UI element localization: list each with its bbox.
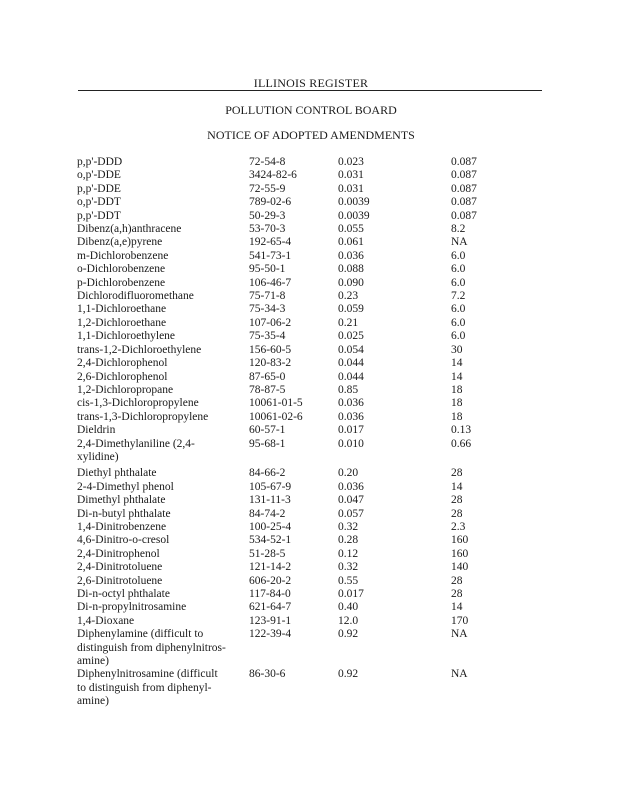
table-row xyxy=(77,357,517,370)
constituent-name: 2-4-Dimethyl phenol xyxy=(77,480,174,493)
wastewater-value: 0.28 xyxy=(338,534,359,547)
nonwastewater-value: 14 xyxy=(451,480,463,493)
wastewater-value: 0.036 xyxy=(338,480,364,493)
nonwastewater-value: 28 xyxy=(451,507,463,520)
table-row xyxy=(77,210,517,223)
constituent-name: Di-n-propylnitrosamine xyxy=(77,601,187,614)
cas-number: 50-29-3 xyxy=(249,209,286,222)
cas-number: 95-68-1 xyxy=(249,437,286,450)
table-row xyxy=(77,521,517,534)
constituent-name: Dichlorodifluoromethane xyxy=(77,290,194,303)
wastewater-value: 0.088 xyxy=(338,263,364,276)
cas-number: 72-54-8 xyxy=(249,156,286,168)
table-row xyxy=(77,575,517,588)
wastewater-value: 0.40 xyxy=(338,601,359,614)
table-row xyxy=(77,601,517,614)
nonwastewater-value: NA xyxy=(451,236,468,249)
wastewater-value: 0.20 xyxy=(338,467,359,480)
constituent-name: 1,2-Dichloropropane xyxy=(77,383,174,396)
register-title: ILLINOIS REGISTER xyxy=(253,76,369,90)
cas-number: 534-52-1 xyxy=(249,534,292,547)
cas-number: 117-84-0 xyxy=(249,588,291,600)
nonwastewater-value: 0.66 xyxy=(451,437,472,450)
constituent-name: 2,6-Dichlorophenol xyxy=(77,370,168,383)
nonwastewater-value: 0.087 xyxy=(451,209,477,222)
table-row xyxy=(77,534,517,547)
table-row xyxy=(77,290,517,303)
nonwastewater-value: 28 xyxy=(451,588,463,600)
cas-number: 121-14-2 xyxy=(249,561,292,574)
notice-title: NOTICE OF ADOPTED AMENDMENTS xyxy=(207,128,415,142)
cas-number: 75-34-3 xyxy=(249,303,286,316)
table-row xyxy=(77,424,517,437)
header-rule xyxy=(78,90,542,91)
cas-number: 86-30-6 xyxy=(249,668,286,681)
constituent-name: Dimethyl phthalate xyxy=(77,494,166,507)
table-row xyxy=(77,371,517,384)
constituent-name: 1,2-Dichloroethane xyxy=(77,316,167,329)
cas-number: 53-70-3 xyxy=(249,223,286,236)
wastewater-value: 0.031 xyxy=(338,169,364,182)
constituent-name: 4,6-Dinitro-o-cresol xyxy=(77,534,170,547)
wastewater-value: 0.21 xyxy=(338,316,359,329)
table-row xyxy=(77,588,517,601)
table-row xyxy=(77,668,517,708)
nonwastewater-value: 28 xyxy=(451,574,463,587)
constituent-name: trans-1,3-Dichloropropylene xyxy=(77,410,209,423)
nonwastewater-value: 7.2 xyxy=(451,290,466,303)
cas-number: 10061-02-6 xyxy=(249,410,303,423)
nonwastewater-value: 160 xyxy=(451,547,469,560)
constituent-name: o,p'-DDT xyxy=(77,196,121,209)
nonwastewater-value: 6.0 xyxy=(451,249,466,262)
nonwastewater-value: 0.087 xyxy=(451,196,477,209)
wastewater-value: 0.23 xyxy=(338,290,359,303)
cas-number: 87-65-0 xyxy=(249,370,286,383)
wastewater-value: 0.055 xyxy=(338,223,364,236)
nonwastewater-value: 6.0 xyxy=(451,276,466,289)
cas-number: 3424-82-6 xyxy=(249,169,297,182)
nonwastewater-value: NA xyxy=(451,668,468,681)
table-row xyxy=(77,438,517,465)
table-row xyxy=(77,317,517,330)
cas-number: 123-91-1 xyxy=(249,614,292,627)
cas-number: 120-83-2 xyxy=(249,357,292,370)
wastewater-value: 0.036 xyxy=(338,249,364,262)
constituent-name: Di-n-octyl phthalate xyxy=(77,588,170,600)
cas-number: 606-20-2 xyxy=(249,574,292,587)
wastewater-value: 0.057 xyxy=(338,507,364,520)
cas-number: 78-87-5 xyxy=(249,383,286,396)
constituent-name: 2,4-Dimethylaniline (2,4- xylidine) xyxy=(77,437,195,463)
wastewater-value: 0.12 xyxy=(338,547,359,560)
constituent-name: cis-1,3-Dichloropropylene xyxy=(77,397,199,410)
table-row xyxy=(77,411,517,424)
nonwastewater-value: 18 xyxy=(451,383,463,396)
nonwastewater-value: 0.087 xyxy=(451,169,477,182)
table-row xyxy=(77,481,517,494)
constituent-name: 2,4-Dinitrotoluene xyxy=(77,561,163,574)
wastewater-value: 0.017 xyxy=(338,424,364,437)
wastewater-value: 0.32 xyxy=(338,520,359,533)
nonwastewater-value: 18 xyxy=(451,397,463,410)
table-row xyxy=(77,330,517,343)
wastewater-value: 0.036 xyxy=(338,397,364,410)
nonwastewater-value: 6.0 xyxy=(451,316,466,329)
nonwastewater-value: 28 xyxy=(451,494,463,507)
cas-number: 84-74-2 xyxy=(249,507,286,520)
constituent-name: 1,1-Dichloroethylene xyxy=(77,330,176,343)
constituent-name: p,p'-DDT xyxy=(77,209,121,222)
constituent-name: Diphenylnitrosamine (difficult to distinguish from diphenyl- amine) xyxy=(77,668,218,708)
constituent-name: 1,1-Dichloroethane xyxy=(77,303,167,316)
constituent-table xyxy=(77,156,517,709)
constituent-name: 2,4-Dinitrophenol xyxy=(77,547,160,560)
nonwastewater-value: 14 xyxy=(451,370,463,383)
table-row xyxy=(77,615,517,628)
cas-number: 72-55-9 xyxy=(249,182,286,195)
constituent-name: 2,6-Dinitrotoluene xyxy=(77,574,163,587)
table-row xyxy=(77,236,517,249)
nonwastewater-value: 6.0 xyxy=(451,330,466,343)
wastewater-value: 0.025 xyxy=(338,330,364,343)
constituent-name: 1,4-Dinitrobenzene xyxy=(77,520,167,533)
wastewater-value: 0.55 xyxy=(338,574,359,587)
nonwastewater-value: 6.0 xyxy=(451,303,466,316)
nonwastewater-value: 0.087 xyxy=(451,182,477,195)
wastewater-value: 0.090 xyxy=(338,276,364,289)
nonwastewater-value: 30 xyxy=(451,343,463,356)
wastewater-value: 0.32 xyxy=(338,561,359,574)
nonwastewater-value: 28 xyxy=(451,467,463,480)
wastewater-value: 0.010 xyxy=(338,437,364,450)
cas-number: 60-57-1 xyxy=(249,424,286,437)
table-row xyxy=(77,223,517,236)
wastewater-value: 0.85 xyxy=(338,383,359,396)
wastewater-value: 0.017 xyxy=(338,588,364,600)
constituent-name: 2,4-Dichlorophenol xyxy=(77,357,168,370)
constituent-name: o-Dichlorobenzene xyxy=(77,263,166,276)
nonwastewater-value: 2.3 xyxy=(451,520,466,533)
table-row xyxy=(77,183,517,196)
table-row xyxy=(77,344,517,357)
wastewater-value: 0.044 xyxy=(338,357,364,370)
constituent-name: Dieldrin xyxy=(77,424,116,437)
constituent-name: o,p'-DDE xyxy=(77,169,121,182)
constituent-name: Dibenz(a,h)anthracene xyxy=(77,223,182,236)
table-row xyxy=(77,277,517,290)
table-row xyxy=(77,494,517,507)
table-row xyxy=(77,384,517,397)
cas-number: 192-65-4 xyxy=(249,236,292,249)
cas-number: 75-35-4 xyxy=(249,330,286,343)
wastewater-value: 0.031 xyxy=(338,182,364,195)
constituent-name: Diphenylamine (difficult to distinguish from diphenylnitros- amine) xyxy=(77,628,226,668)
constituent-name: 1,4-Dioxane xyxy=(77,614,135,627)
table-row xyxy=(77,397,517,410)
table-row xyxy=(77,548,517,561)
wastewater-value: 0.036 xyxy=(338,410,364,423)
cas-number: 621-64-7 xyxy=(249,601,292,614)
nonwastewater-value: 14 xyxy=(451,601,463,614)
nonwastewater-value: 140 xyxy=(451,561,469,574)
cas-number: 131-11-3 xyxy=(249,494,291,507)
table-row xyxy=(77,156,517,169)
table-row xyxy=(77,628,517,668)
cas-number: 106-46-7 xyxy=(249,276,292,289)
nonwastewater-value: 170 xyxy=(451,614,469,627)
wastewater-value: 12.0 xyxy=(338,614,359,627)
cas-number: 95-50-1 xyxy=(249,263,286,276)
cas-number: 105-67-9 xyxy=(249,480,292,493)
wastewater-value: 0.92 xyxy=(338,668,359,681)
nonwastewater-value: 0.13 xyxy=(451,424,472,437)
constituent-name: p,p'-DDD xyxy=(77,156,123,168)
board-title: POLLUTION CONTROL BOARD xyxy=(225,103,397,117)
cas-number: 789-02-6 xyxy=(249,196,292,209)
wastewater-value: 0.044 xyxy=(338,370,364,383)
nonwastewater-value: 8.2 xyxy=(451,223,466,236)
constituent-name: m-Dichlorobenzene xyxy=(77,249,169,262)
cas-number: 541-73-1 xyxy=(249,249,292,262)
table-row xyxy=(77,169,517,182)
cas-number: 75-71-8 xyxy=(249,290,286,303)
wastewater-value: 0.059 xyxy=(338,303,364,316)
nonwastewater-value: 18 xyxy=(451,410,463,423)
constituent-name: Dibenz(a,e)pyrene xyxy=(77,236,163,249)
wastewater-value: 0.023 xyxy=(338,156,364,168)
wastewater-value: 0.047 xyxy=(338,494,364,507)
table-row xyxy=(77,467,517,480)
wastewater-value: 0.0039 xyxy=(338,209,370,222)
constituent-name: p-Dichlorobenzene xyxy=(77,276,166,289)
nonwastewater-value: 14 xyxy=(451,357,463,370)
wastewater-value: 0.061 xyxy=(338,236,364,249)
table-row xyxy=(77,250,517,263)
cas-number: 10061-01-5 xyxy=(249,397,303,410)
cas-number: 122-39-4 xyxy=(249,628,292,641)
cas-number: 84-66-2 xyxy=(249,467,286,480)
cas-number: 156-60-5 xyxy=(249,343,292,356)
nonwastewater-value: NA xyxy=(451,628,468,641)
nonwastewater-value: 6.0 xyxy=(451,263,466,276)
cas-number: 100-25-4 xyxy=(249,520,292,533)
cas-number: 107-06-2 xyxy=(249,316,292,329)
table-row xyxy=(77,561,517,574)
wastewater-value: 0.054 xyxy=(338,343,364,356)
table-row xyxy=(77,303,517,316)
cas-number: 51-28-5 xyxy=(249,547,286,560)
table-row xyxy=(77,508,517,521)
constituent-name: Di-n-butyl phthalate xyxy=(77,507,171,520)
constituent-name: Diethyl phthalate xyxy=(77,467,157,480)
wastewater-value: 0.0039 xyxy=(338,196,370,209)
nonwastewater-value: 0.087 xyxy=(451,156,477,168)
table-row xyxy=(77,263,517,276)
constituent-name: p,p'-DDE xyxy=(77,182,121,195)
nonwastewater-value: 160 xyxy=(451,534,469,547)
constituent-name: trans-1,2-Dichloroethylene xyxy=(77,343,202,356)
wastewater-value: 0.92 xyxy=(338,628,359,641)
table-row xyxy=(77,196,517,209)
